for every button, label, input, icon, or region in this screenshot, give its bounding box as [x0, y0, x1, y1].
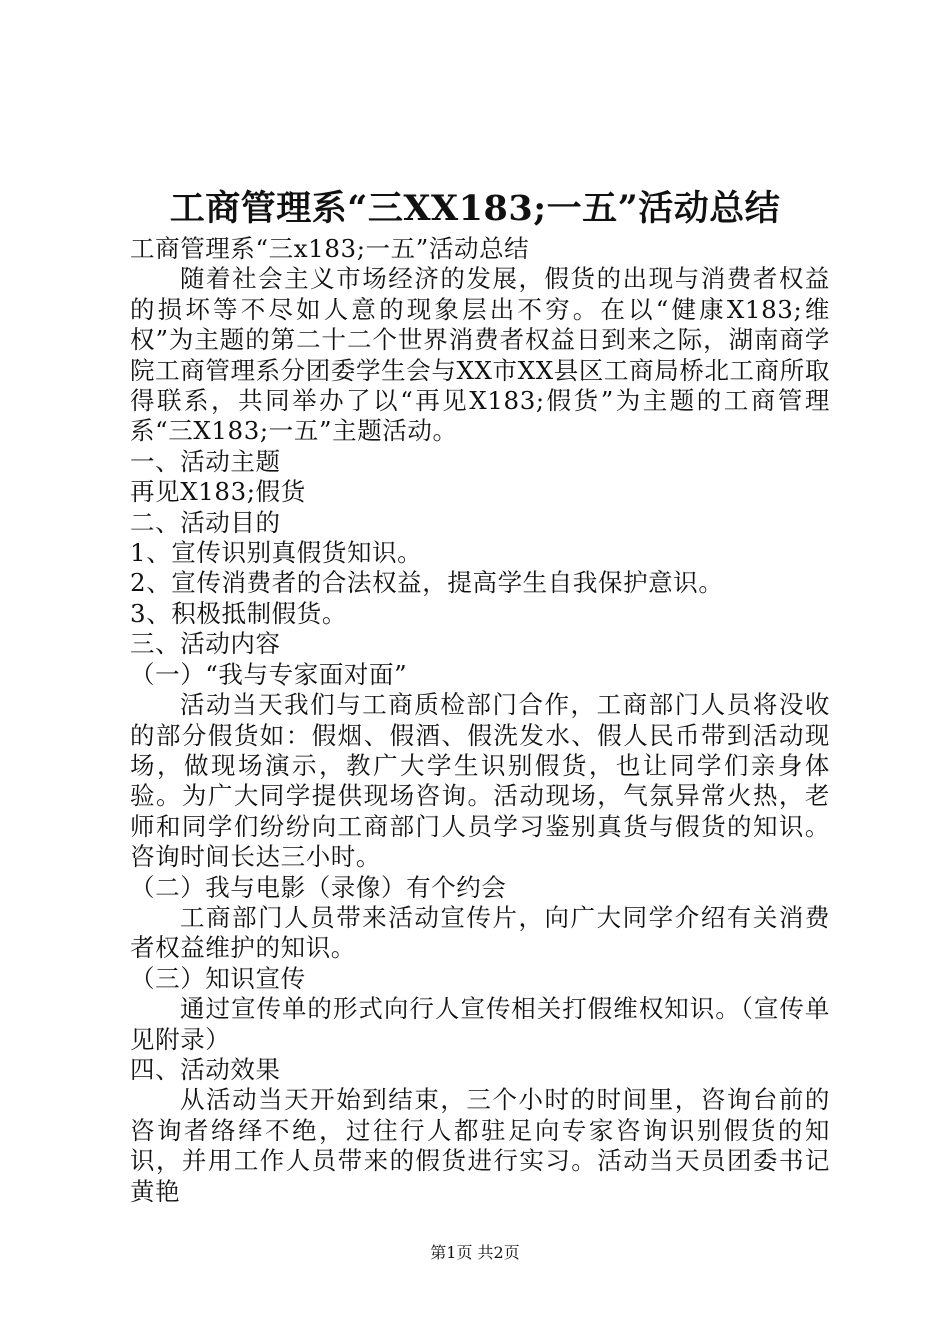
section-heading-purpose: 二、活动目的 — [130, 507, 281, 537]
document-title: 工商管理系“三XX183;一五”活动总结 — [169, 188, 781, 229]
subtitle-line: 工商管理系“三x183;一五”活动总结 — [130, 234, 530, 263]
section-heading-theme: 一、活动主题 — [130, 446, 281, 476]
subsection-paragraph-1: 活动当天我们与工商质检部门合作，工商部门人员将没收的部分假货如：假烟、假酒、假洗发水、假人民币带到活动现场，做现场演示，教广大学生识别假货，也让同学们亲身体验。为广大同学提供现场咨询。活动现场，气氛异常火热，老师和同学们纷纷向工商部门人员学习鉴别真货与假货的知识。咨询时间长达三小时。 — [130, 690, 830, 872]
purpose-item-3: 3、积极抵制假货。 — [130, 598, 347, 628]
subsection-heading-1: （一）“我与专家面对面” — [130, 659, 408, 689]
subsection-paragraph-2: 工商部门人员带来活动宣传片，向广大同学介绍有关消费者权益维护的知识。 — [130, 902, 830, 963]
section-heading-content: 三、活动内容 — [130, 629, 281, 659]
effect-paragraph: 从活动当天开始到结束，三个小时的时间里，咨询台前的咨询者络绎不绝，过往行人都驻足向专家咨询识别假货的知识，并用工作人员带来的假货进行实习。活动当天员团委书记黄艳 — [130, 1085, 830, 1206]
subsection-heading-2: （二）我与电影（录像）有个约会 — [130, 872, 507, 902]
section-heading-effect: 四、活动效果 — [130, 1054, 281, 1084]
subsection-heading-3: （三）知识宣传 — [130, 963, 306, 993]
purpose-item-2: 2、宣传消费者的合法权益，提高学生自我保护意识。 — [130, 568, 724, 598]
subsection-paragraph-3: 通过宣传单的形式向行人宣传相关打假维权知识。（宣传单见附录） — [130, 994, 830, 1054]
document-body — [130, 234, 830, 1207]
purpose-item-1: 1、宣传识别真假货知识。 — [130, 538, 423, 568]
page-number-footer: 第1页 共2页 — [430, 1243, 520, 1262]
theme-text: 再见X183;假货 — [130, 477, 306, 507]
intro-paragraph: 随着社会主义市场经济的发展，假货的出现与消费者权益的损坏等不尽如人意的现象层出不穷。在以“健康X183;维权”为主题的第二十二个世界消费者权益日到来之际，湖南商学院工商管理系分团委学生会与XX市XX县区工商局桥北工商所取得联系，共同举办了以“再见X183;假货”为主题的工商管理系“三X183;一五”主题活动。 — [130, 264, 830, 446]
